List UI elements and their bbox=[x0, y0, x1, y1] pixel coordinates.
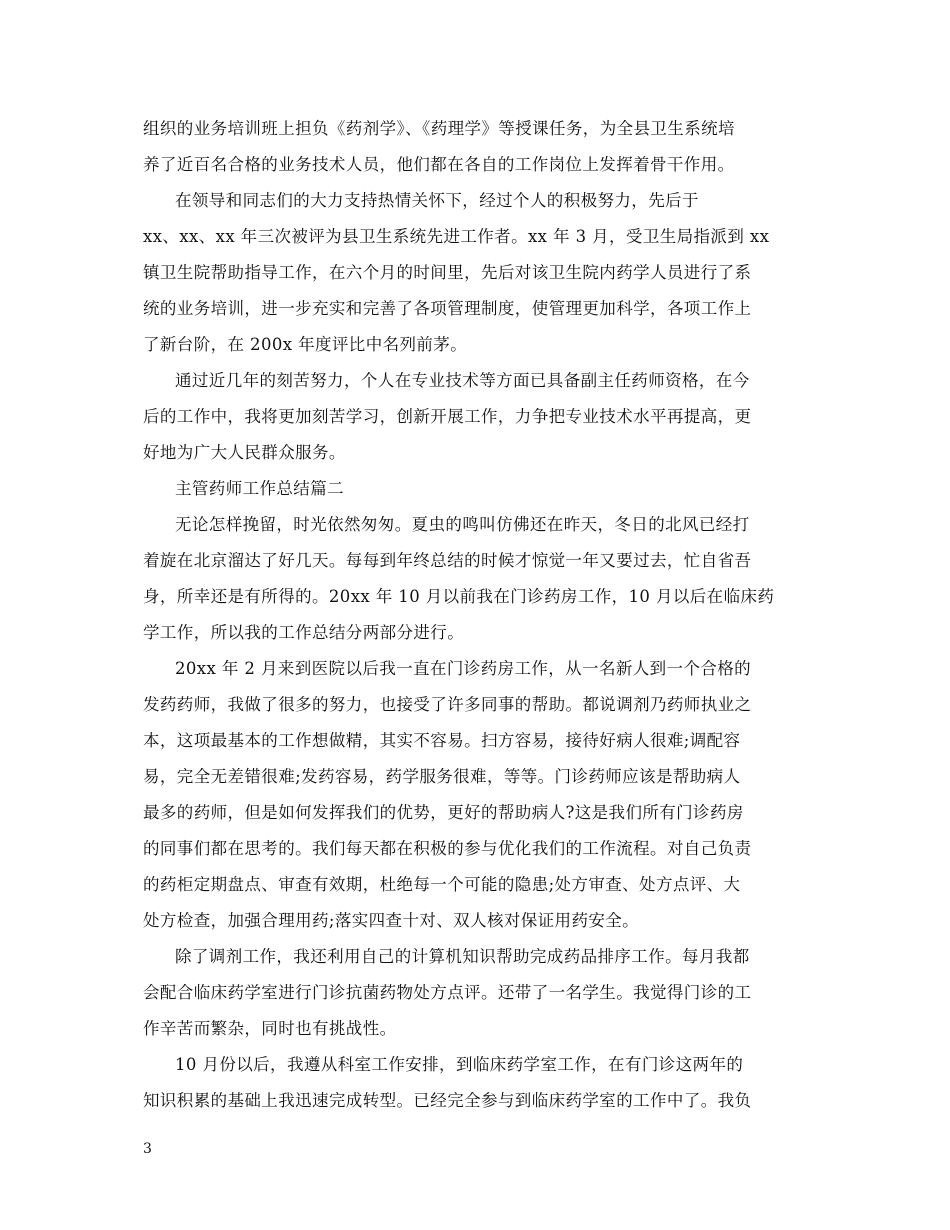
text-line: 通过近几年的刻苦努力，个人在专业技术等方面已具备副主任药师资格，在今 bbox=[175, 371, 750, 390]
text-line: 除了调剂工作，我还利用自己的计算机知识帮助完成药品排序工作。每月我都 bbox=[175, 947, 750, 966]
text-line: 养了近百名合格的业务技术人员，他们都在各自的工作岗位上发挥着骨干作用。 bbox=[143, 155, 735, 174]
text-line: 统的业务培训，进一步充实和完善了各项管理制度，使管理更加科学，各项工作上 bbox=[143, 299, 752, 318]
text-line: 处方检查，加强合理用药;落实四查十对、双人核对保证用药安全。 bbox=[143, 911, 640, 930]
text-line: 的药柜定期盘点、审查有效期，杜绝每一个可能的隐患;处方审查、处方点评、大 bbox=[143, 875, 741, 894]
text-line: 易，完全无差错很难;发药容易，药学服务很难，等等。门诊药师应该是帮助病人 bbox=[143, 767, 741, 786]
page-number: 3 bbox=[143, 1141, 152, 1157]
text-line: 学工作，所以我的工作总结分两部分进行。 bbox=[143, 623, 465, 642]
text-line: 10 月份以后，我遵从科室工作安排，到临床药学室工作，在有门诊这两年的 bbox=[175, 1055, 744, 1074]
text-line: 20xx 年 2 月来到医院以后我一直在门诊药房工作，从一名新人到一个合格的 bbox=[175, 659, 752, 678]
text-line: 本，这项最基本的工作想做精，其实不容易。扫方容易，接待好病人很难;调配容 bbox=[143, 731, 741, 750]
text-line: xx、xx、xx 年三次被评为县卫生系统先进工作者。xx 年 3 月，受卫生局指派到 xx bbox=[143, 227, 770, 246]
text-line: 发药药师，我做了很多的努力，也接受了许多同事的帮助。都说调剂乃药师执业之 bbox=[143, 695, 752, 714]
text-line: 着旋在北京溜达了好几天。每每到年终总结的时候才惊觉一年又要过去，忙自省吾 bbox=[143, 551, 752, 570]
text-line: 的同事们都在思考的。我们每天都在积极的参与优化我们的工作流程。对自己负责 bbox=[143, 839, 752, 858]
text-line: 无论怎样挽留，时光依然匆匆。夏虫的鸣叫仿佛还在昨天，冬日的北风已经打 bbox=[175, 515, 750, 534]
text-line: 后的工作中，我将更加刻苦学习，创新开展工作，力争把专业技术水平再提高，更 bbox=[143, 407, 752, 426]
text-line: 会配合临床药学室进行门诊抗菌药物处方点评。还带了一名学生。我觉得门诊的工 bbox=[143, 983, 752, 1002]
section-heading: 主管药师工作总结篇二 bbox=[175, 479, 344, 498]
text-line: 好地为广大人民群众服务。 bbox=[143, 443, 346, 462]
text-line: 知识积累的基础上我迅速完成转型。已经完全参与到临床药学室的工作中了。我负 bbox=[143, 1091, 752, 1110]
text-line: 了新台阶，在 200x 年度评比中名列前茅。 bbox=[143, 335, 468, 354]
text-line: 镇卫生院帮助指导工作，在六个月的时间里，先后对该卫生院内药学人员进行了系 bbox=[143, 263, 752, 282]
text-line: 身，所幸还是有所得的。20xx 年 10 月以前我在门诊药房工作，10 月以后在临床药 bbox=[143, 587, 775, 606]
text-line: 在领导和同志们的大力支持热情关怀下，经过个人的积极努力，先后于 bbox=[175, 191, 699, 210]
text-line: 最多的药师，但是如何发挥我们的优势，更好的帮助病人?这是我们所有门诊药房 bbox=[143, 803, 744, 822]
text-line: 组织的业务培训班上担负《药剂学》、《药理学》等授课任务，为全县卫生系统培 bbox=[143, 119, 735, 138]
text-line: 作辛苦而繁杂，同时也有挑战性。 bbox=[143, 1019, 397, 1038]
